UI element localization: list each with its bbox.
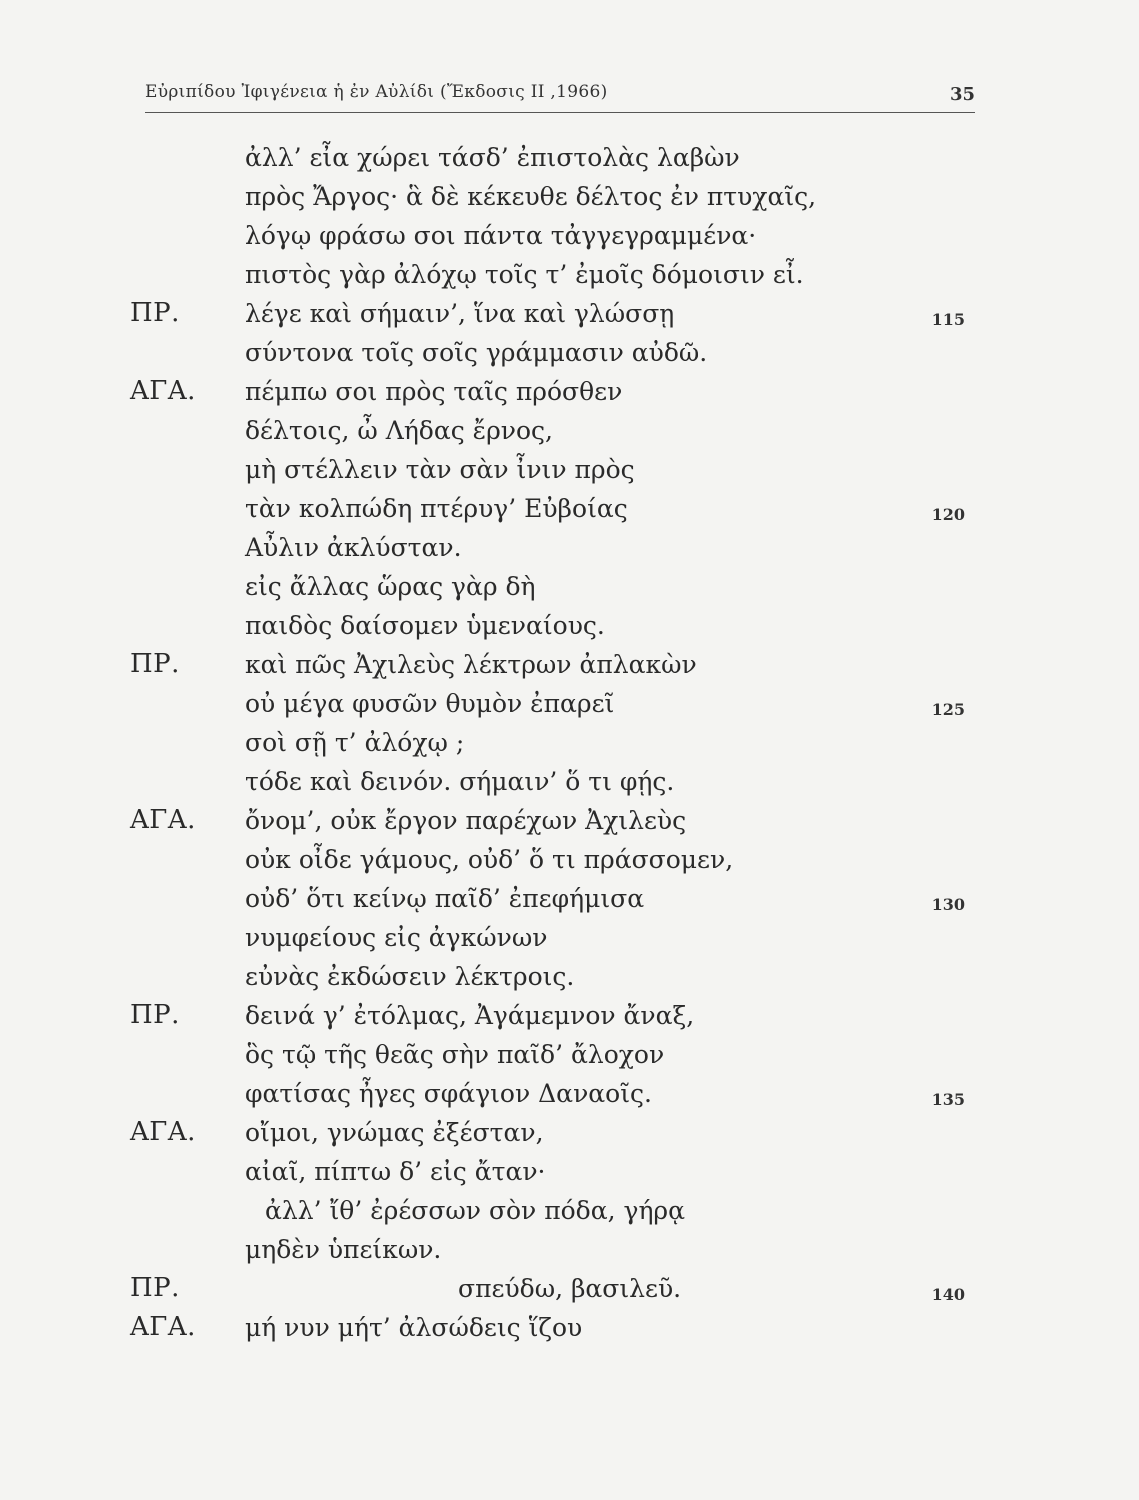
verse-text: λόγῳ φράσω σοι πάντα τἀγγεγραμμένα· [245,221,757,250]
line-number: 135 [931,1090,965,1109]
line-number: 125 [931,700,965,719]
verse-text: φατίσας ἦγες σφάγιον Δαναοῖς. [245,1079,652,1108]
verse-line [130,1191,980,1230]
verse-text: αἰαῖ, πίπτω δ’ εἰς ἄταν· [245,1157,546,1186]
verse-text: πιστὸς γὰρ ἀλόχῳ τοῖς τ’ ἐμοῖς δόμοισιν εἶ. [245,260,804,289]
line-number: 140 [931,1285,965,1304]
verse-line [130,1035,980,1074]
verse-text: οὐδ’ ὅτι κείνῳ παῖδ’ ἐπεφήμισα [245,884,645,913]
speaker-label: ΠΡ. [130,1000,180,1030]
running-title: Εὐριπίδου Ἰφιγένεια ἡ ἐν Αὐλίδι (Ἔκδοσις II ,1966) [145,82,608,102]
verse-text: οὐκ οἶδε γάμους, οὐδ’ ὅ τι πράσσομεν, [245,845,734,874]
verse-line [130,1230,980,1269]
page-number: 35 [949,84,975,105]
verse-text: ὃς τῷ τῆς θεᾶς σὴν παῖδ’ ἄλοχον [245,1040,665,1069]
verse-line [130,723,980,762]
verse-line [130,1113,980,1152]
line-number: 130 [931,895,965,914]
verse-line [130,450,980,489]
verse-text: ἀλλ’ εἶα χώρει τάσδ’ ἐπιστολὰς λαβὼν [245,143,740,172]
speaker-label: ΑΓΑ. [130,376,196,406]
verse-line [130,918,980,957]
speaker-label: ΠΡ. [130,298,180,328]
verse-text: Αὖλιν ἀκλύσταν. [245,533,462,562]
verse-line [130,762,980,801]
verse-text: σοὶ σῇ τ’ ἀλόχῳ ; [245,728,465,757]
verse-text: σύντονα τοῖς σοῖς γράμμασιν αὐδῶ. [245,338,708,367]
verse-text: νυμφείους εἰς ἀγκώνων [245,923,548,952]
verse-text: ὄνομ’, οὐκ ἔργον παρέχων Ἀχιλεὺς [245,806,687,835]
verse-text: εἰς ἄλλας ὥρας γὰρ δὴ [245,572,536,601]
speaker-label: ΑΓΑ. [130,805,196,835]
verse-line [130,840,980,879]
verse-line [130,333,980,372]
verse-line [130,411,980,450]
verse-line [130,996,980,1035]
verse-line [130,645,980,684]
line-number: 115 [931,310,965,329]
verse-text: καὶ πῶς Ἀχιλεὺς λέκτρων ἀπλακὼν [245,650,697,679]
verse-line [130,1269,980,1308]
verse-block [130,138,980,1347]
running-header [145,82,975,113]
verse-text: δέλτοις, ὦ Λήδας ἔρνος, [245,416,553,445]
verse-line [130,606,980,645]
verse-text: μὴ στέλλειν τὰν σὰν ἶνιν πρὸς [245,455,635,484]
speaker-label: ΠΡ. [130,649,180,679]
verse-text: οἴμοι, γνώμας ἐξέσταν, [245,1118,544,1147]
verse-text: οὐ μέγα φυσῶν θυμὸν ἐπαρεῖ [245,689,615,718]
verse-line [130,567,980,606]
verse-line [130,957,980,996]
verse-line [130,528,980,567]
verse-text: σπεύδω, βασιλεῦ. [458,1274,682,1303]
verse-line [130,1308,980,1347]
verse-line [130,1074,980,1113]
verse-line [130,489,980,528]
verse-line [130,255,980,294]
verse-line [130,1152,980,1191]
verse-line [130,294,980,333]
verse-line [130,801,980,840]
verse-text: τόδε καὶ δεινόν. σήμαιν’ ὅ τι φῄς. [245,767,675,796]
speaker-label: ΑΓΑ. [130,1117,196,1147]
verse-line [130,138,980,177]
verse-line [130,177,980,216]
verse-line [130,372,980,411]
verse-text: παιδὸς δαίσομεν ὑμεναίους. [245,611,605,640]
verse-line [130,216,980,255]
speaker-label: ΑΓΑ. [130,1312,196,1342]
verse-text: μή νυν μήτ’ ἀλσώδεις ἵζου [245,1313,583,1342]
verse-text: δεινά γ’ ἐτόλμας, Ἀγάμεμνον ἄναξ, [245,1001,695,1030]
verse-text: λέγε καὶ σήμαιν’, ἵνα καὶ γλώσσῃ [245,299,675,328]
verse-line [130,684,980,723]
verse-text: πρὸς Ἄργος· ἃ δὲ κέκευθε δέλτος ἐν πτυχαῖς, [245,182,817,211]
line-number: 120 [931,505,965,524]
verse-text: εὐνὰς ἐκδώσειν λέκτροις. [245,962,575,991]
verse-text: ἀλλ’ ἴθ’ ἐρέσσων σὸν πόδα, γήρᾳ [265,1196,686,1225]
speaker-label: ΠΡ. [130,1273,180,1303]
verse-text: τὰν κολπώδη πτέρυγ’ Εὐβοίας [245,494,628,523]
verse-text: πέμπω σοι πρὸς ταῖς πρόσθεν [245,377,623,406]
verse-line [130,879,980,918]
verse-text: μηδὲν ὑπείκων. [245,1235,442,1264]
